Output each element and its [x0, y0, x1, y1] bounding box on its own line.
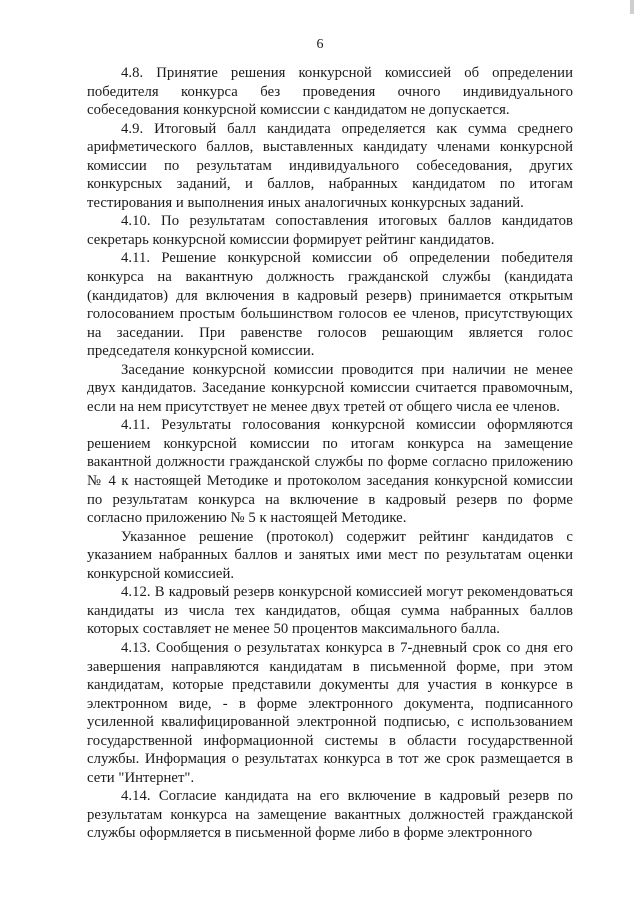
page-number: 6 [316, 37, 324, 52]
paragraph-4-11-results: 4.11. Результаты голосования конкурсной комиссии оформляются решением конкурсной комиссии по итогам конкурса на замещение вакантной должности гражданской службы по форме согласно приложению № 4 к настоящей Методике и протоколом заседания конкурсной комиссии по результатам конкурса на включение в кадровый резерв по форме согласно приложению № 5 к настоящей Методике. [87, 417, 573, 527]
scan-edge-mark [630, 0, 634, 14]
paragraph-4-14: 4.14. Согласие кандидата на его включение в кадровый резерв по результатам конкурса на замещение вакантных должностей гражданской службы оформляется в письменной форме либо в форме электронного [87, 788, 573, 842]
paragraph-4-13: 4.13. Сообщения о результатах конкурса в 7-дневный срок со дня его завершения направляются кандидатам в письменной форме, при этом кандидатам, которые представили документы для участия в конкурсе в электронном виде, - в форме электронного документа, подписанного усиленной квалифицированной электронной подписью, с использованием государственной информационной системы в области государственной службы. Информация о результатах конкурса в тот же срок размещается в сети "Интернет". [87, 639, 573, 786]
paragraph-4-10: 4.10. По результатам сопоставления итоговых баллов кандидатов секретарь конкурсной комиссии формирует рейтинг кандидатов. [87, 213, 573, 248]
paragraph-protocol-rating: Указанное решение (протокол) содержит рейтинг кандидатов с указанием набранных баллов и занятых ими мест по результатам оценки конкурсной комиссией. [87, 528, 573, 582]
document-body [87, 64, 573, 843]
paragraph-meeting-quorum: Заседание конкурсной комиссии проводится при наличии не менее двух кандидатов. Заседание конкурсной комиссии считается правомочным, если на нем присутствует не менее двух третей от общего числа ее членов. [87, 361, 573, 415]
paragraph-4-8: 4.8. Принятие решения конкурсной комиссией об определении победителя конкурса без проведения очного индивидуального собеседования конкурсной комиссии с кандидатом не допускается. [87, 65, 573, 119]
paragraph-4-11-decision: 4.11. Решение конкурсной комиссии об определении победителя конкурса на вакантную должность гражданской службы (кандидата (кандидатов) для включения в кадровый резерв) принимается открытым голосованием простым большинством голосов ее членов, присутствующих на заседании. При равенстве голосов решающим является голос председателя конкурсной комиссии. [87, 250, 573, 360]
paragraph-4-12: 4.12. В кадровый резерв конкурсной комиссией могут рекомендоваться кандидаты из числа тех кандидатов, общая сумма набранных баллов которых составляет не менее 50 процентов максимального балла. [87, 584, 573, 638]
paragraph-4-9: 4.9. Итоговый балл кандидата определяется как сумма среднего арифметического баллов, выставленных кандидату членами конкурсной комиссии по результатам индивидуального собеседования, других конкурсных заданий, и баллов, набранных кандидатом по итогам тестирования и выполнения иных аналогичных конкурсных заданий. [87, 120, 573, 211]
